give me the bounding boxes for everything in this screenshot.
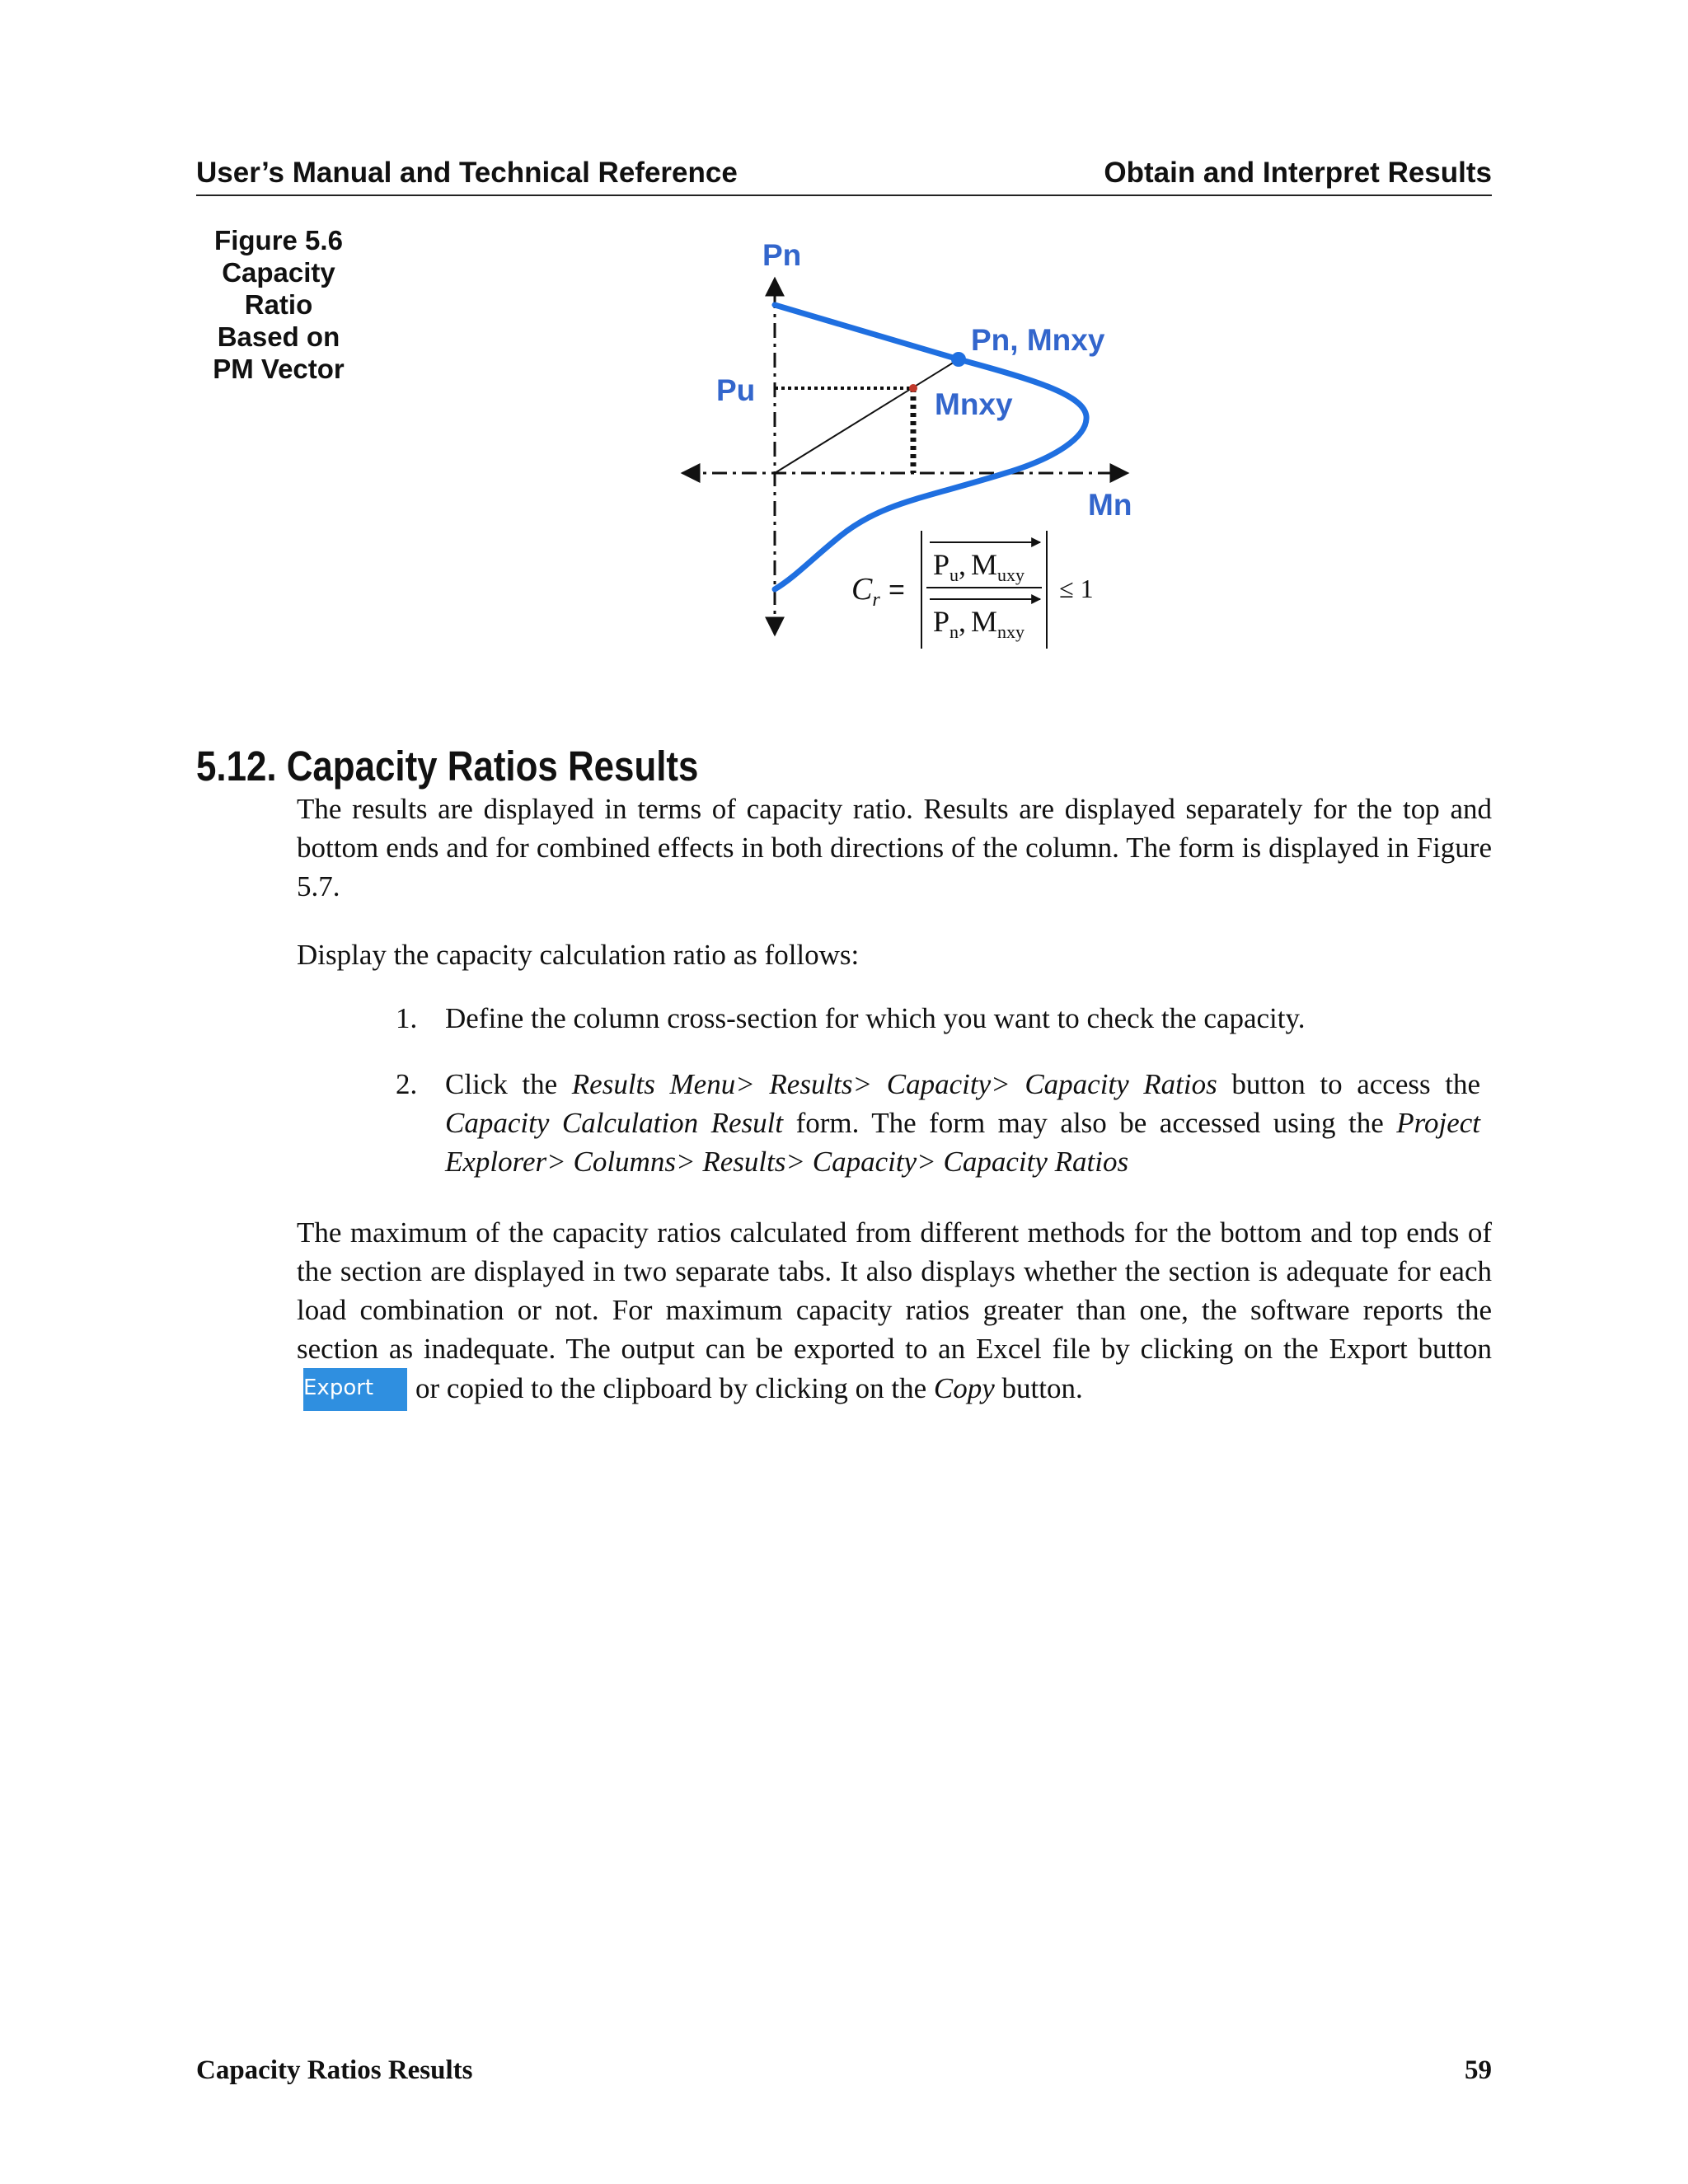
step-2-text: Click the Results Menu> Results> Capacity> Capacity Ratios button to access the Capacity Calculation Result form. The form may also be accessed using the Project Explorer> Columns> Results> Capacity> Capacity Ratios [445,1068,1481,1178]
footer-left: Capacity Ratios Results [196,2055,473,2085]
caption-line: Capacity [222,257,335,288]
load-point-marker [909,384,917,392]
pm-diagram [0,0,1688,676]
load-vector [775,359,959,473]
header-left: User’s Manual and Technical Reference [196,157,738,189]
section-heading: 5.12. Capacity Ratios Results [196,743,699,790]
formula-equals: = [889,574,905,606]
caption-line: Ratio [244,289,313,320]
numerator: $P_u$, $M_{uxy}$ [933,548,1025,585]
caption-line: Based on [217,321,340,352]
capacity-point-marker [951,352,966,367]
denominator: $P_n$, $M_{nxy}$ [933,605,1025,642]
caption-line: Figure 5.6 [214,225,343,255]
formula-cr: $C_r$ [851,572,880,611]
formula-rhs: ≤ 1 [1059,574,1094,603]
step-2-number: 2. [396,1068,418,1100]
paragraph-display: Display the capacity calculation ratio as follows: [297,939,860,971]
paragraph-intro: The results are displayed in terms of capacity ratio. Results are displayed separately for the top and bottom ends and for combined effects in both directions of the column. The form is displayed in Figure 5.7. [297,793,1492,902]
capacity-ratio-formula [851,531,1094,649]
label-pn: Pn [762,238,802,272]
page-number: 59 [1465,2055,1492,2085]
caption-line: PM Vector [213,354,345,384]
step-1-text: Define the column cross-section for which you want to check the capacity. [445,1002,1306,1034]
paragraph-results: The maximum of the capacity ratios calculated from different methods for the bottom and top ends of the section are displayed in two separate tabs. It also displays whether the section is adequate for each load combination or not. For maximum capacity ratios greater than one, the software reports the section as inadequate. The output can be exported to an Excel file by clicking on the Export buttonExport or copied to the clipboard by clicking on the Copy button. [297,1213,1492,1411]
step-1-number: 1. [396,1002,418,1034]
label-mn: Mn [1088,488,1132,522]
label-mnxy: Mnxy [935,387,1013,421]
export-button[interactable]: Export [303,1368,407,1411]
label-pu: Pu [716,373,756,407]
label-pn-mnxy: Pn, Mnxy [971,323,1105,357]
header-right: Obtain and Interpret Results [1104,157,1492,189]
